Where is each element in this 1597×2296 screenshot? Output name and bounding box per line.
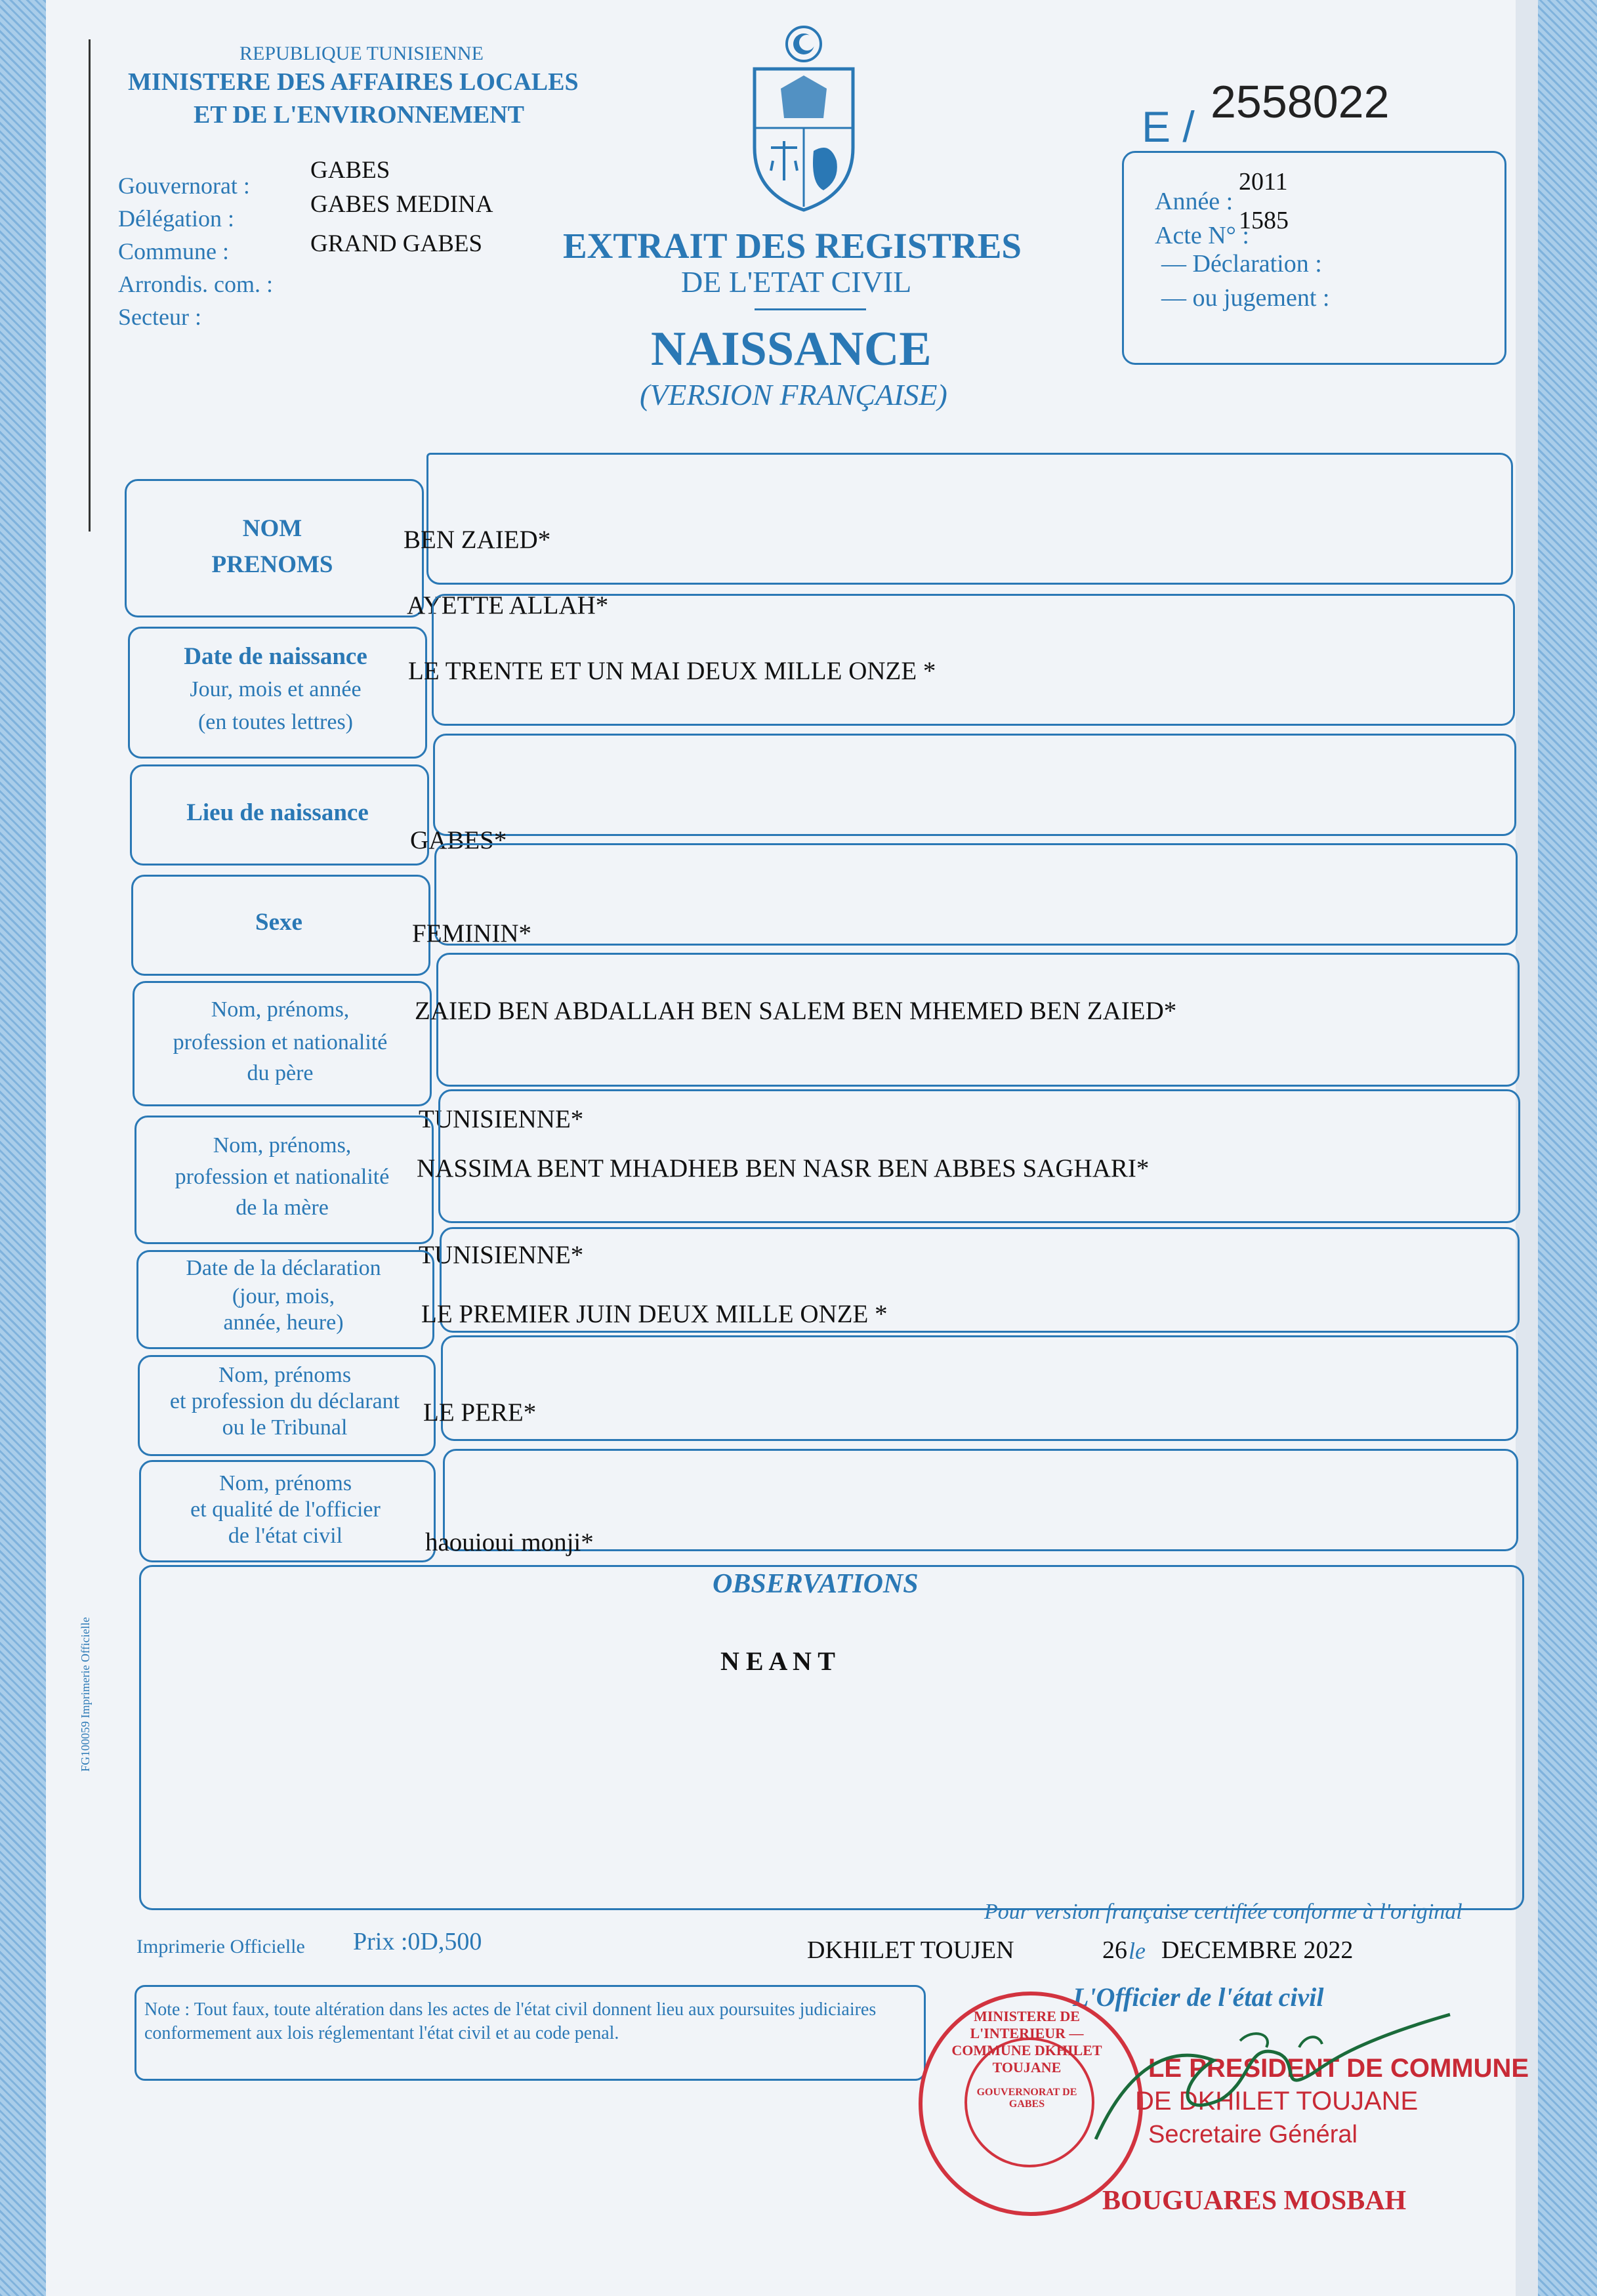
row-value-box-nom (426, 453, 1513, 585)
value-mere-nationalite: TUNISIENNE* (419, 1241, 584, 1269)
republic-label: REPUBLIQUE TUNISIENNE (239, 43, 484, 64)
serial-number: 2558022 (1211, 76, 1390, 127)
label-officier-3: de l'état civil (228, 1524, 343, 1548)
label-sexe: Sexe (255, 909, 302, 936)
side-code: FG100059 Imprimerie Officielle (79, 1617, 92, 1772)
label-mere-3: de la mère (236, 1196, 329, 1220)
label-mere-1: Nom, prénoms, (213, 1133, 352, 1158)
label-mere-2: profession et nationalité (175, 1165, 390, 1189)
label-dob-sub2: (en toutes lettres) (197, 710, 354, 734)
date-rest: DECEMBRE 2022 (1161, 1936, 1354, 1964)
row-value-box-declarant (441, 1335, 1518, 1441)
stamp-line-1: LE PRESIDENT DE COMMUNE (1148, 2054, 1529, 2083)
title-line-1: EXTRAIT DES REGISTRES (563, 226, 1022, 266)
label-officier-2: et qualité de l'officier (190, 1497, 381, 1522)
label-dob-sub1: Jour, mois et année (190, 677, 362, 701)
stamp-name: BOUGUARES MOSBAH (1102, 2186, 1407, 2216)
certificate-paper (46, 0, 1529, 2296)
secteur-label: Secteur : (118, 304, 201, 330)
label-nom: NOM (242, 515, 302, 542)
value-mere: NASSIMA BENT MHADHEB BEN NASR BEN ABBES SAGHARI* (417, 1154, 1150, 1182)
label-declaration-2: (jour, mois, (232, 1284, 335, 1308)
observations-title: OBSERVATIONS (713, 1569, 919, 1599)
margin-rule (89, 39, 91, 532)
ministry-line-1: MINISTERE DES AFFAIRES LOCALES (128, 68, 579, 96)
title-main: NAISSANCE (651, 322, 932, 376)
label-pere-3: du père (247, 1061, 314, 1085)
acte-label: Acte N° : (1155, 222, 1249, 249)
value-pere: ZAIED BEN ABDALLAH BEN SALEM BEN MHEMED BEN ZAIED* (415, 997, 1177, 1025)
handwritten-signature (1083, 2001, 1463, 2159)
label-officier-1: Nom, prénoms (218, 1471, 352, 1495)
value-sexe: FEMININ* (412, 919, 531, 948)
officer-title: L'Officier de l'état civil (1073, 1982, 1324, 2012)
label-declarant-2: et profession du déclarant (169, 1389, 400, 1413)
stamp-line-2: DE DKHILET TOUJANE (1135, 2087, 1419, 2116)
declaration-label: — Déclaration : (1161, 250, 1322, 278)
value-declarant: LE PERE* (423, 1398, 537, 1427)
date-day: 26 (1102, 1936, 1127, 1964)
gouvernorat-label: Gouvernorat : (118, 173, 250, 199)
certified-text: Pour version française certifiée conforme à l'original (984, 1900, 1462, 1924)
value-lieu: GABES* (410, 826, 507, 854)
annee-label: Année : (1155, 188, 1234, 215)
arrondissement-label: Arrondis. com. : (118, 271, 273, 297)
value-prenoms: AYETTE ALLAH* (407, 591, 609, 619)
jugement-label: — ou jugement : (1161, 284, 1330, 312)
row-value-box-sexe (434, 843, 1518, 946)
stamp-ring-text: MINISTERE DE L'INTERIEUR — COMMUNE DKHILET TOUJANE (951, 2008, 1102, 2076)
delegation-label: Délégation : (118, 205, 234, 232)
value-dob: LE TRENTE ET UN MAI DEUX MILLE ONZE * (408, 657, 936, 685)
value-nom: BEN ZAIED* (404, 526, 551, 554)
label-lieu: Lieu de naissance (186, 799, 369, 826)
title-underline (755, 308, 866, 310)
coat-of-arms-icon (741, 23, 866, 213)
label-declaration-3: année, heure) (223, 1310, 344, 1335)
label-declaration-1: Date de la déclaration (186, 1256, 381, 1280)
place-value: DKHILET TOUJEN (807, 1936, 1014, 1964)
commune-label: Commune : (118, 238, 229, 264)
stamp-line-3: Secretaire Général (1148, 2121, 1358, 2148)
delegation-value: GABES MEDINA (310, 191, 493, 218)
printer-label: Imprimerie Officielle (136, 1936, 305, 1957)
note-text: Note : Tout faux, toute altération dans les actes de l'état civil donnent lieu aux poursuites judiciaires conformement aux lois réglementant l'état civil et au code penal. (144, 1999, 877, 2043)
serial-prefix: E / (1142, 102, 1195, 151)
label-pere-1: Nom, prénoms, (211, 997, 350, 1022)
row-value-box-officier (443, 1449, 1518, 1551)
annee-value: 2011 (1239, 168, 1288, 196)
stamp-inner-text: GOUVERNORAT DE GABES (976, 2087, 1077, 2110)
ministry-line-2: ET DE L'ENVIRONNEMENT (194, 101, 524, 129)
price-label: Prix :0D,500 (353, 1928, 482, 1955)
gouvernorat-value: GABES (310, 157, 390, 184)
value-declaration: LE PREMIER JUIN DEUX MILLE ONZE * (421, 1300, 888, 1328)
observations-text: N E A N T (720, 1646, 835, 1676)
label-dob: Date de naissance (184, 643, 367, 670)
value-pere-nationalite: TUNISIENNE* (419, 1105, 584, 1133)
label-declarant-1: Nom, prénoms (218, 1363, 352, 1387)
security-border-right (1538, 0, 1597, 2296)
acte-value: 1585 (1239, 207, 1289, 234)
label-pere-2: profession et nationalité (173, 1030, 388, 1054)
date-separator: le (1129, 1938, 1146, 1964)
observations-box (139, 1565, 1524, 1910)
value-officier: haouioui monji* (425, 1528, 594, 1556)
row-label-box-nom (125, 479, 424, 617)
title-line-2: DE L'ETAT CIVIL (681, 265, 912, 299)
label-declarant-3: ou le Tribunal (222, 1415, 348, 1440)
title-version: (VERSION FRANÇAISE) (640, 378, 947, 411)
row-value-box-lieu (433, 734, 1516, 836)
commune-value: GRAND GABES (310, 230, 483, 257)
label-prenoms: PRENOMS (211, 551, 333, 578)
